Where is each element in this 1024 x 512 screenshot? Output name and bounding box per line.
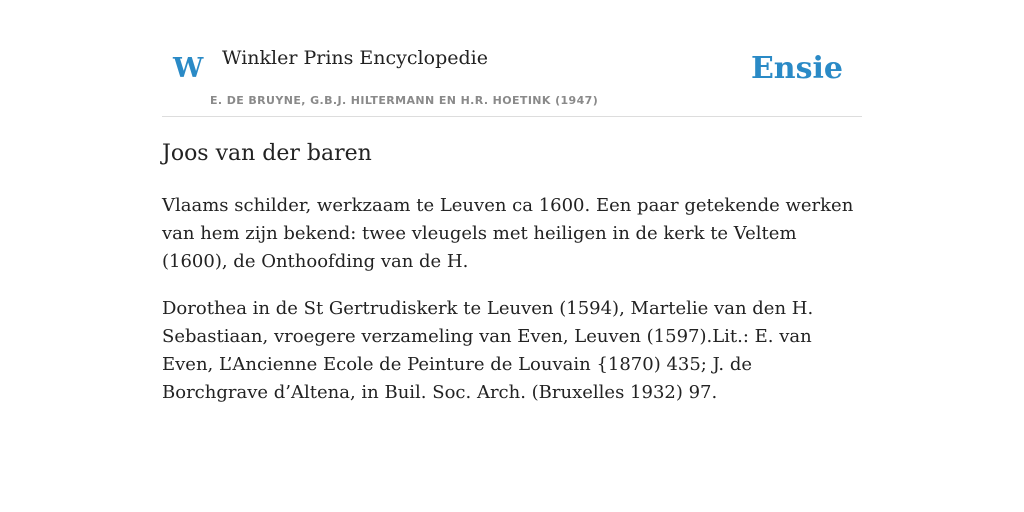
winkler-prins-logo[interactable]: W [173, 53, 204, 84]
source-authors: E. DE BRUYNE, G.B.J. HILTERMANN EN H.R. HOETINK (1947) [210, 94, 599, 107]
entry-title: Joos van der baren [162, 141, 372, 166]
entry-paragraph-2: Dorothea in de St Gertrudiskerk te Leuven (1594), Martelie van den H. Sebastiaan, vroegere verzameling van Even, Leuven (1597).Lit.: E. van Even, L’Ancienne Ecole de Peinture de Louvain {1870) 435; J. de Borchgrave d’Altena, in Buil. Soc. Arch. (Bruxelles 1932) 97. [162, 298, 814, 403]
ensie-logo-link[interactable]: Ensie [750, 51, 843, 86]
entry-paragraph-1: Vlaams schilder, werkzaam te Leuven ca 1600. Een paar getekende werken van hem zijn bekend: twee vleugels met heiligen in de kerk te Veltem (1600), de Onthoofding van de H. [162, 195, 854, 272]
source-header [162, 0, 862, 117]
source-title[interactable]: Winkler Prins Encyclopedie [222, 47, 488, 69]
